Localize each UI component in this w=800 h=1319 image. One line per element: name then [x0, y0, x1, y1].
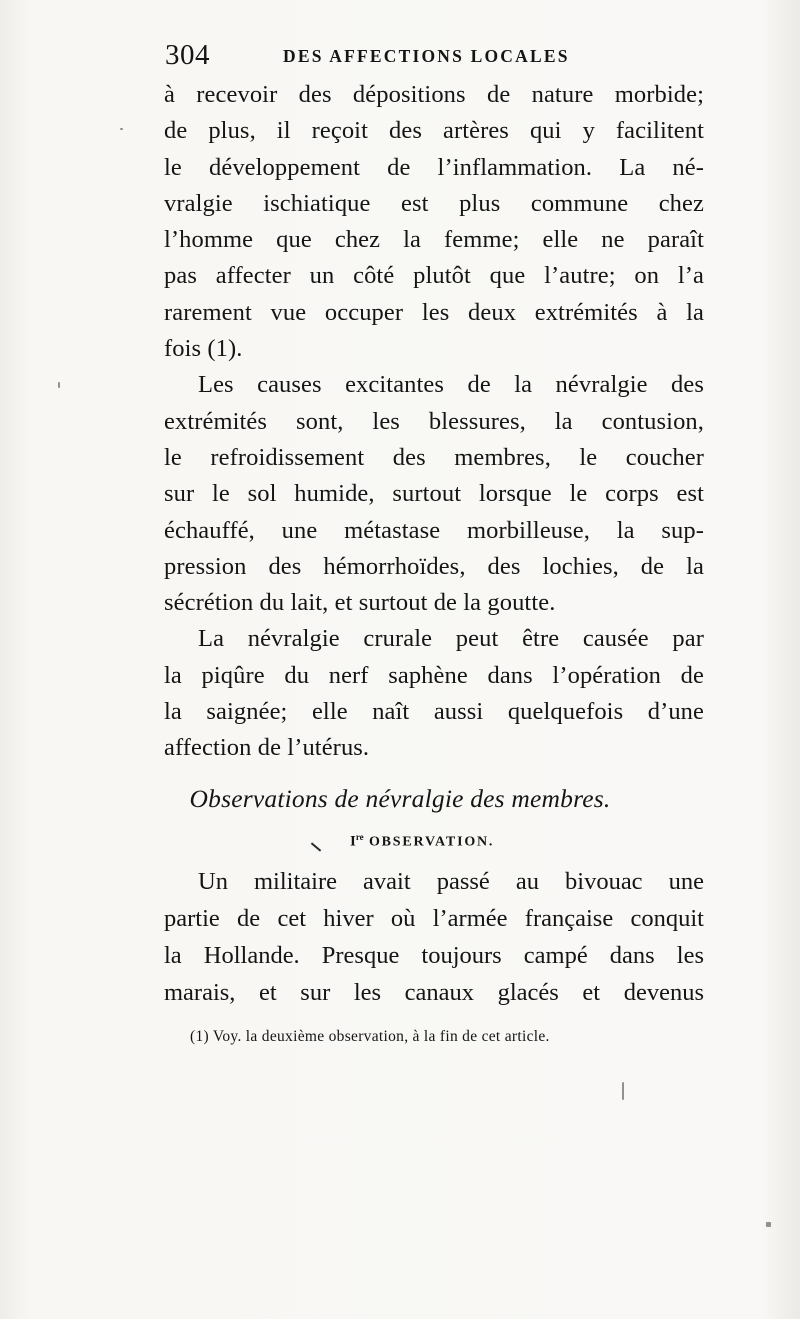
main-text — [164, 77, 704, 767]
text-line: le refroidissement des membres, le coucher — [164, 443, 704, 471]
text-line: fois (1). — [164, 335, 243, 363]
observation-label: OBSERVATION. — [368, 834, 495, 850]
text-line: la saignée; elle naît aussi quelquefois d’une — [164, 698, 704, 726]
observation-numeral-suffix: re — [355, 832, 364, 842]
text-line: de plus, il reçoit des artères qui y facilitent — [164, 117, 704, 145]
observation-text — [164, 863, 704, 1011]
scan-speck — [120, 128, 123, 130]
observation-numeral: I — [350, 833, 356, 850]
text-line: marais, et sur les canaux glacés et devenus — [164, 979, 704, 1006]
page-header — [165, 40, 705, 76]
text-line: Les causes excitantes de la névralgie des — [198, 371, 704, 399]
footnote: (1) Voy. la deuxième observation, à la fin de cet article. — [190, 1028, 550, 1045]
scan-speck — [58, 382, 60, 388]
text-line: le développement de l’inflammation. La né- — [164, 153, 704, 181]
text-line: la Hollande. Presque toujours campé dans les — [164, 942, 704, 969]
text-line: La névralgie crurale peut être causée par — [198, 625, 704, 653]
text-line: rarement vue occuper les deux extrémités à la — [164, 298, 704, 326]
text-line: sur le sol humide, surtout lorsque le corps est — [164, 480, 704, 508]
text-line: Un militaire avait passé au bivouac une — [198, 868, 704, 895]
section-title: Observations de névralgie des membres. — [189, 784, 611, 813]
observation-heading — [350, 827, 494, 853]
text-line: l’homme que chez la femme; elle ne paraît — [164, 226, 704, 254]
text-line: extrémités sont, les blessures, la contusion, — [164, 407, 704, 435]
text-line: partie de cet hiver où l’armée française conquit — [164, 905, 704, 932]
scan-speck — [766, 1222, 771, 1227]
text-line: échauffé, une métastase morbilleuse, la sup- — [164, 516, 704, 544]
text-line: vralgie ischiatique est plus commune chez — [164, 189, 704, 217]
text-line: la piqûre du nerf saphène dans l’opération de — [164, 661, 704, 689]
text-line: affection de l’utérus. — [164, 734, 370, 762]
text-line: pas affecter un côté plutôt que l’autre; on l’a — [164, 262, 704, 290]
scan-speck — [622, 1082, 624, 1100]
text-line: pression des hémorrhoïdes, des lochies, de la — [164, 552, 704, 580]
text-line: à recevoir des dépositions de nature morbide; — [164, 81, 704, 108]
text-line: sécrétion du lait, et surtout de la goutte. — [164, 589, 556, 617]
running-head: DES AFFECTIONS LOCALES — [283, 46, 570, 66]
ink-mark — [311, 842, 321, 851]
page-number: 304 — [165, 39, 210, 71]
